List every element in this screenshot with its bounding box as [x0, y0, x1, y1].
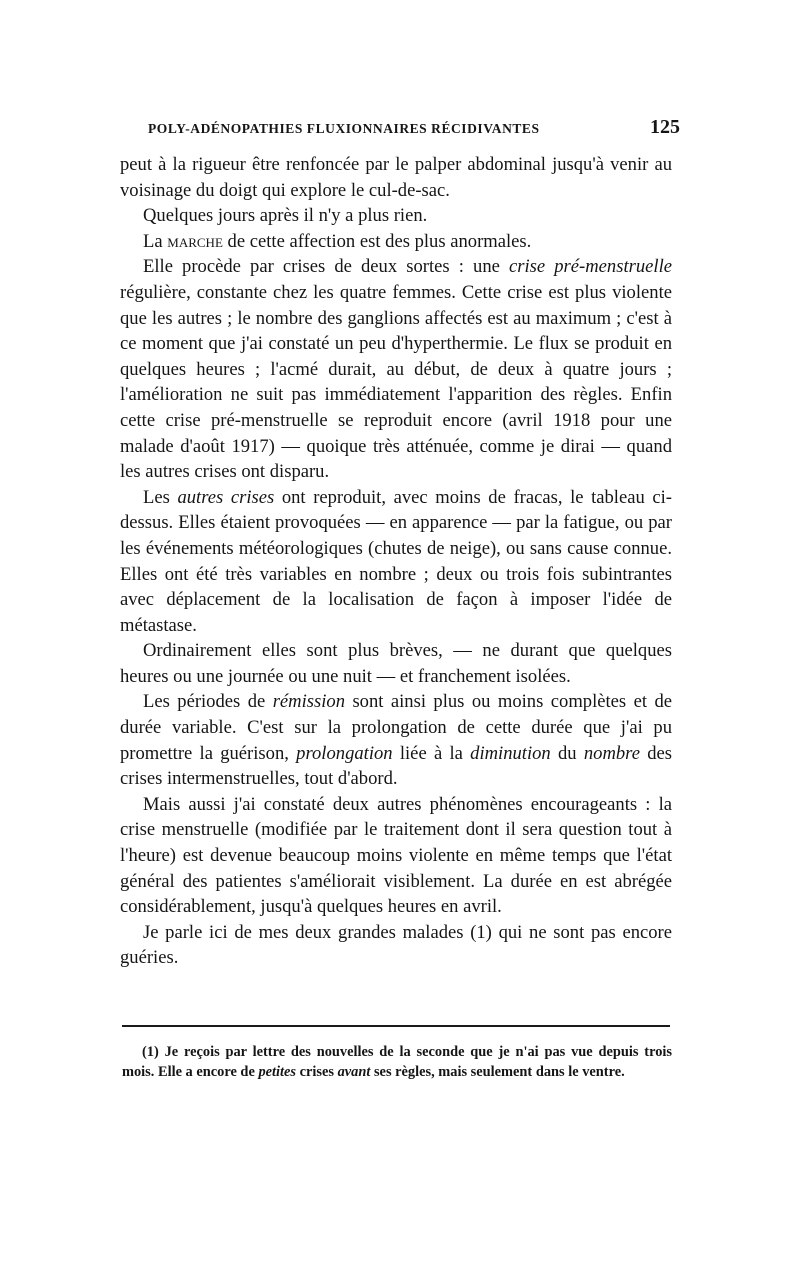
italic-term: petites — [258, 1063, 297, 1080]
italic-term: nombre — [583, 742, 640, 764]
text-run: ses règles, mais seulement dans le ventre. — [370, 1063, 625, 1080]
running-title: POLY-ADÉNOPATHIES FLUXIONNAIRES RÉCIDIVANTES — [148, 121, 540, 136]
footnote-paragraph — [122, 1043, 672, 1082]
paragraph-1: peut à la rigueur être renfoncée par le palper abdominal jusqu'à venir au voisinage du doigt qui explore le cul-de-sac. — [120, 154, 672, 201]
main-text — [120, 152, 672, 971]
text-run: des crises intermenstruelles, tout d'abord. — [120, 742, 673, 790]
text-run: Les — [143, 486, 178, 508]
page-number: 125 — [650, 116, 680, 138]
text-run: ont reproduit, avec moins de fracas, le tableau ci-dessus. Elles étaient provoquées — en apparence — par la fatigue, ou par les événements météorologiques (chutes de neige), ou sans cause connue. Elles ont été très variables en nombre ; deux ou trois fois subintrantes avec déplacement de la localisation de façon à imposer l'idée de métastase. — [120, 486, 672, 636]
footnote-divider — [122, 1025, 670, 1027]
paragraph-7 — [120, 689, 672, 791]
footnote-reference[interactable]: (1) — [470, 921, 492, 943]
italic-term: autres crises — [177, 486, 275, 508]
footnote-marker: (1) — [142, 1044, 159, 1060]
paragraph-6: Ordinairement elles sont plus brèves, — ne durant que quelques heures ou une journée ou une nuit — et franchement isolées. — [120, 640, 672, 687]
paragraph-2: Quelques jours après il n'y a plus rien. — [143, 205, 428, 227]
paragraph-9 — [120, 920, 672, 971]
text-run: liée à la — [392, 742, 471, 764]
paragraph-8: Mais aussi j'ai constaté deux autres phénomènes encourageants : la crise menstruelle (modifiée par le traitement dont il sera question tout à l'heure) est devenue beaucoup moins violente en même temps que l'état général des patientes s'améliorait visiblement. La durée en est abrégée considérablement, jusqu'à quelques heures en avril. — [120, 793, 672, 918]
paragraph-5 — [120, 485, 672, 639]
text-run: qui ne sont pas encore guéries. — [120, 921, 672, 969]
running-header — [148, 116, 680, 144]
italic-term: prolongation — [296, 742, 393, 764]
text-run: du — [550, 742, 584, 764]
footnote — [122, 1043, 672, 1082]
text-run: crises — [296, 1063, 338, 1080]
text-run: Je parle ici de mes deux grandes malades — [143, 921, 471, 943]
paragraph-3 — [120, 229, 672, 255]
text-run: sont ainsi plus ou moins complètes et de durée variable. C'est sur la prolongation de cette durée que j'ai pu promettre la guérison, — [120, 691, 672, 764]
italic-term: crise pré-menstruelle — [509, 256, 672, 278]
italic-term: rémission — [272, 691, 346, 713]
text-run: régulière, constante chez les quatre femmes. Cette crise est plus violente que les autres ; le nombre des ganglions affectés est au maximum ; c'est à ce moment que j'ai constaté un peu d'hyperthermie. Le flux se produit en quelques heures ; l'acmé durait, au début, de deux à quatre jours ; l'amélioration ne suit pas immédiatement l'apparition des règles. Enfin cette crise pré-menstruelle se reproduit encore (avril 1918 pour une malade d'août 1917) — quoique très atténuée, comme je dirai — quand les autres crises ont disparu. — [120, 281, 672, 483]
paragraph-4 — [120, 254, 672, 484]
text-run: Les périodes de — [143, 691, 273, 713]
text-run: Je reçois par lettre des nouvelles de la seconde que je n'ai pas vue depuis trois mois. Elle a encore de — [122, 1044, 672, 1080]
text-run: La — [143, 230, 168, 252]
small-caps-term: marche — [167, 230, 223, 252]
italic-term: diminution — [470, 742, 551, 764]
text-run: de cette affection est des plus anormales. — [222, 230, 532, 252]
italic-term: avant — [337, 1063, 371, 1080]
text-run: Elle procède par crises de deux sortes : une — [143, 256, 509, 278]
